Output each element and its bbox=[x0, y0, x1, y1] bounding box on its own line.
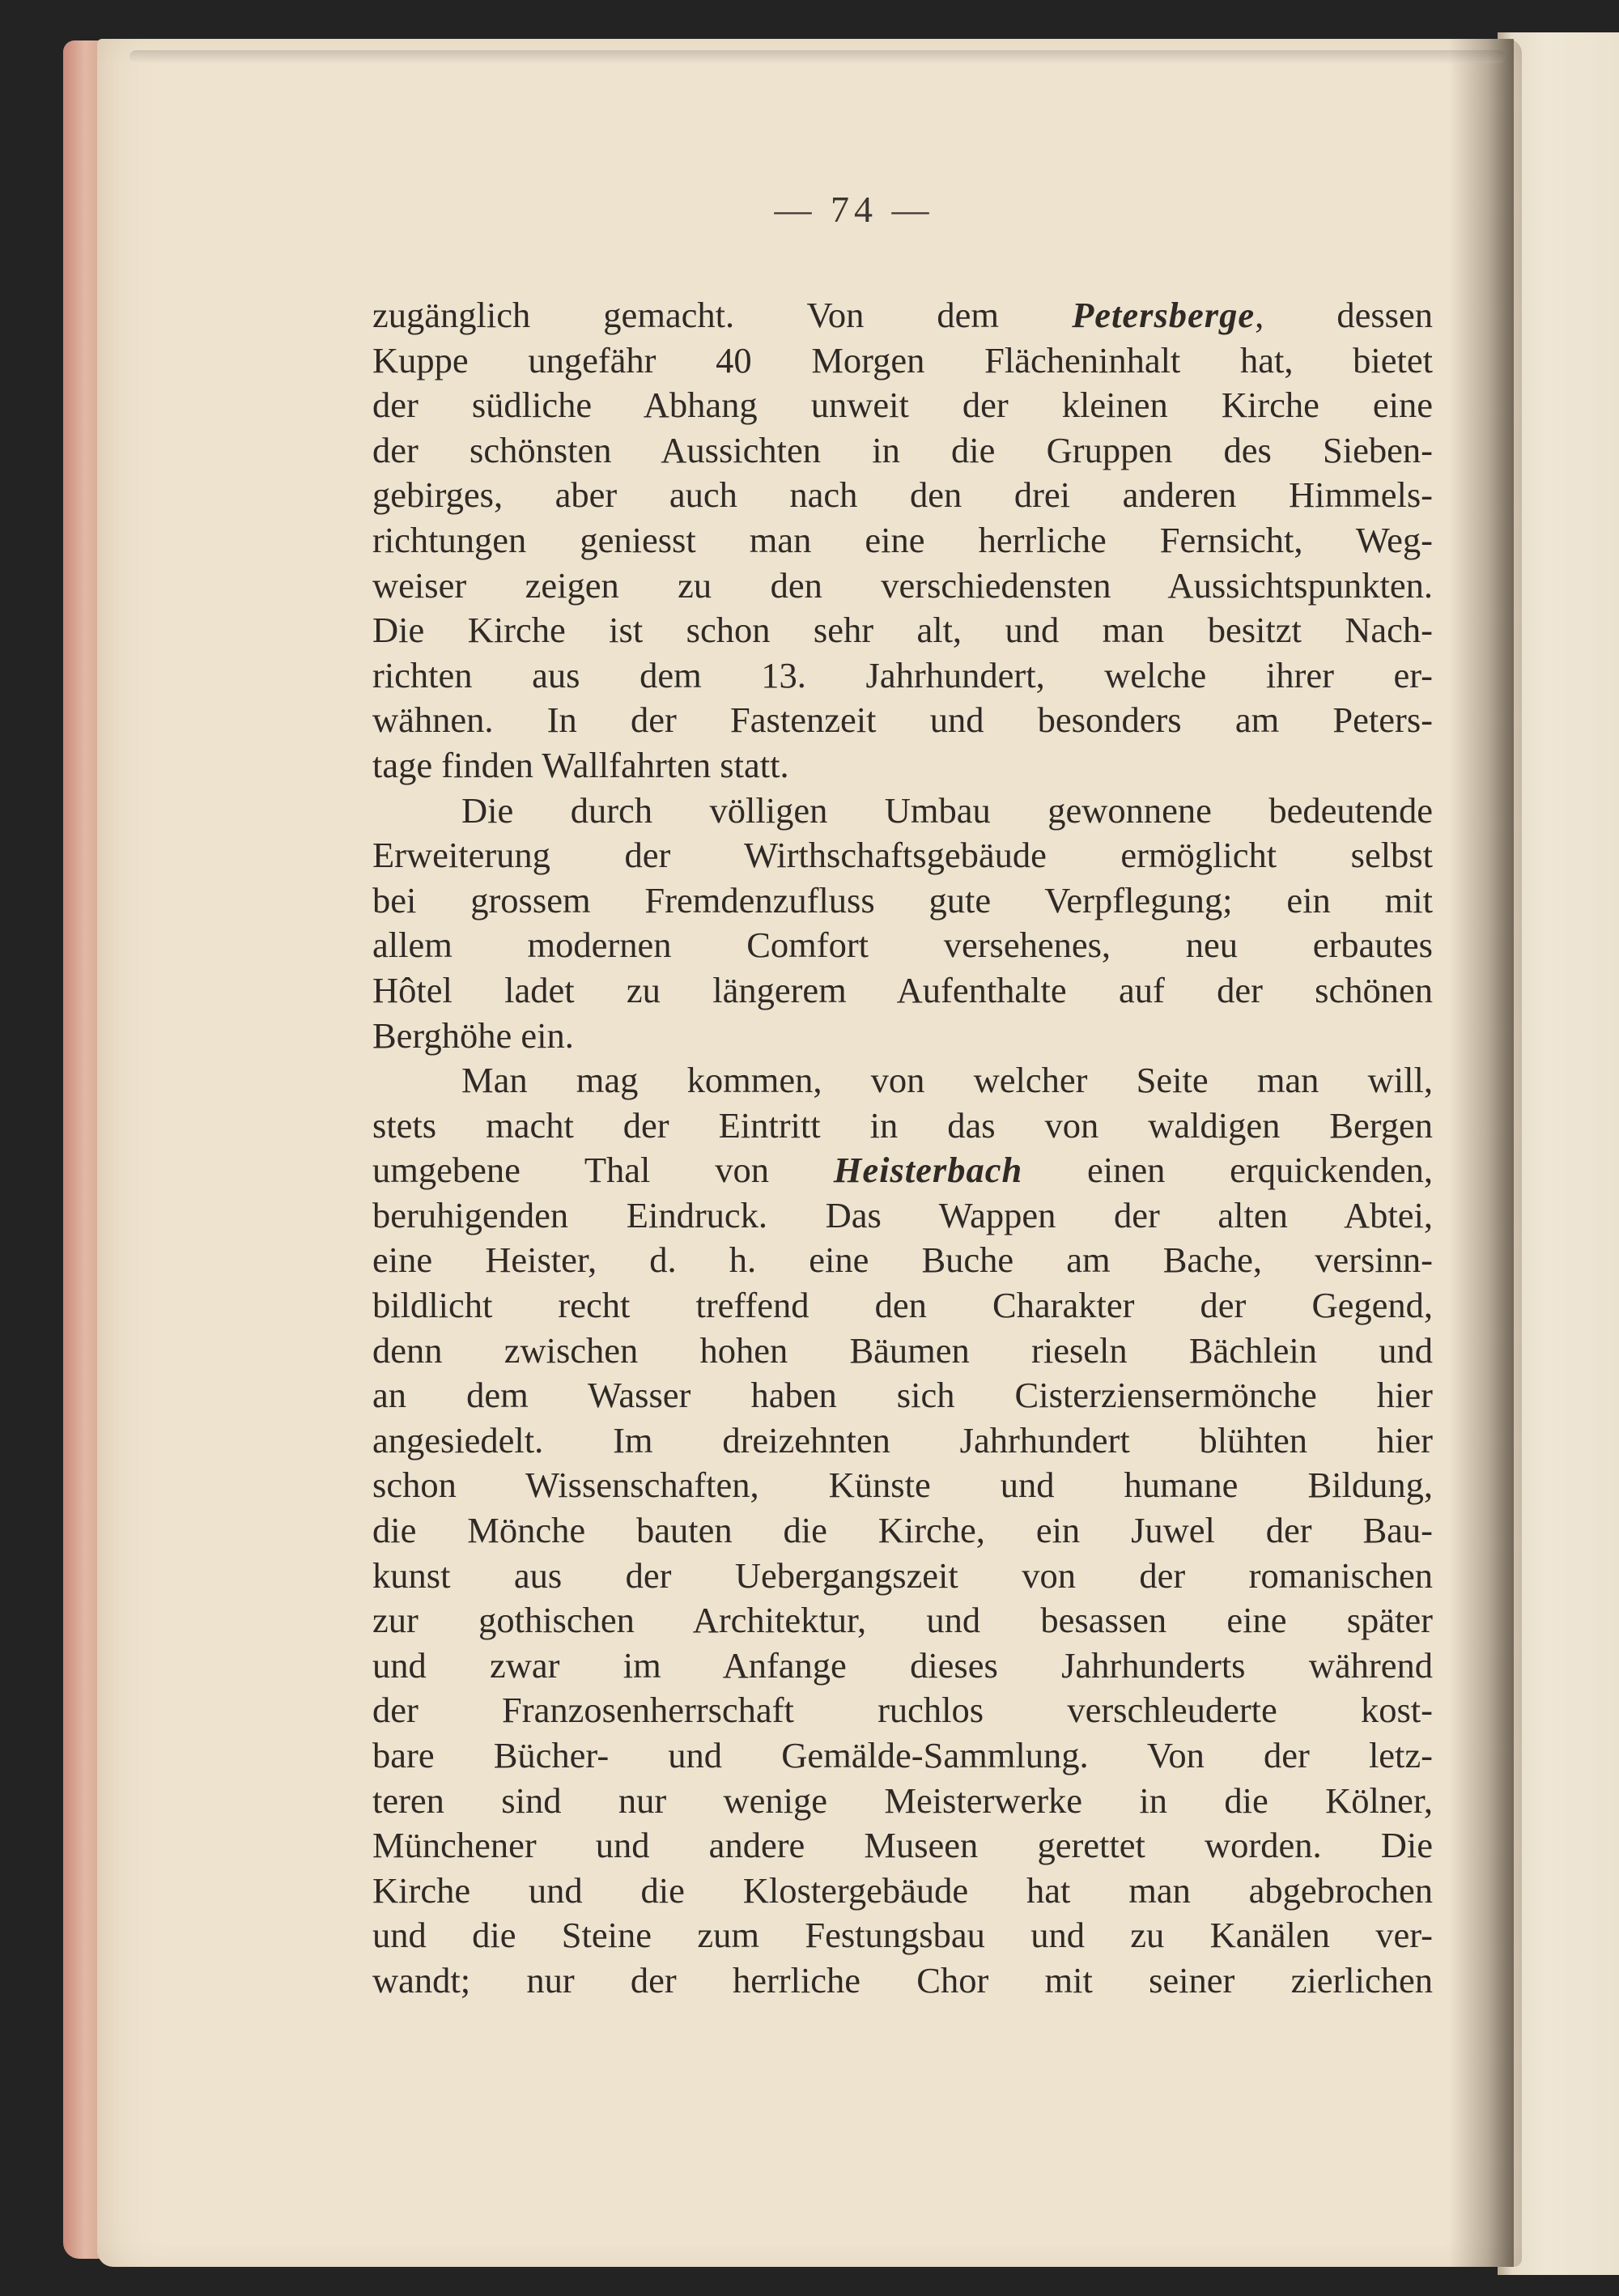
text-line-content: richten aus dem 13. Jahrhundert, welche ihrer er- bbox=[372, 654, 1433, 695]
text-line bbox=[372, 518, 1433, 563]
text-line-content: bildlicht recht treffend den Charakter der Gegend, bbox=[372, 1285, 1433, 1326]
text-line bbox=[372, 293, 1433, 338]
text-line-content: richtungen geniesst man eine herrliche Fernsicht, Weg- bbox=[372, 519, 1433, 560]
text-line-content: weiser zeigen zu den verschiedensten Aussichtspunkten. bbox=[372, 564, 1433, 606]
text-line-content: gebirges, aber auch nach den drei anderen Himmels- bbox=[372, 474, 1433, 516]
text-line-content: Berghöhe ein. bbox=[372, 1014, 574, 1056]
text-line bbox=[372, 1733, 1433, 1779]
body-text bbox=[372, 293, 1433, 2004]
text-line bbox=[372, 1643, 1433, 1689]
text-line bbox=[372, 1283, 1433, 1329]
text-line bbox=[372, 1869, 1433, 1914]
text-line bbox=[372, 1508, 1433, 1554]
text-line bbox=[372, 1193, 1433, 1239]
text-line bbox=[372, 1823, 1433, 1869]
text-line-content: und die Steine zum Festungsbau und zu Kanälen ver- bbox=[372, 1915, 1433, 1956]
text-line-content: eine Heister, d. h. eine Buche am Bache, versinn- bbox=[372, 1239, 1433, 1281]
text-line bbox=[372, 1418, 1433, 1464]
text-line bbox=[372, 1688, 1433, 1733]
text-line bbox=[372, 1238, 1433, 1283]
text-line-content: angesiedelt. Im dreizehnten Jahrhundert blühten hier bbox=[372, 1419, 1433, 1461]
text-line-content: stets macht der Eintritt in das von waldigen Bergen bbox=[372, 1104, 1433, 1146]
text-line bbox=[372, 1103, 1433, 1149]
page-top-strip bbox=[130, 50, 1506, 63]
text-line-content: schon Wissenschaften, Künste und humane Bildung, bbox=[372, 1465, 1433, 1506]
text-line bbox=[372, 833, 1433, 878]
page-number: — 74 — bbox=[774, 189, 934, 230]
text-line bbox=[372, 1598, 1433, 1643]
text-line bbox=[372, 1014, 1433, 1059]
text-line bbox=[372, 923, 1433, 968]
text-line bbox=[372, 563, 1433, 609]
text-line-content: wähnen. In der Fastenzeit und besonders am Peters- bbox=[372, 699, 1433, 741]
text-line bbox=[372, 1779, 1433, 1824]
text-line-content: der Franzosenherrschaft ruchlos verschleuderte kost- bbox=[372, 1690, 1433, 1731]
text-line-content: Die durch völligen Umbau gewonnene bedeutende bbox=[461, 789, 1433, 831]
text-line-content: beruhigenden Eindruck. Das Wappen der alten Abtei, bbox=[372, 1194, 1433, 1235]
text-line-content: kunst aus der Uebergangszeit von der romanischen bbox=[372, 1554, 1433, 1596]
text-line-tail: , dessen bbox=[1255, 295, 1433, 335]
text-line bbox=[372, 1373, 1433, 1418]
text-line bbox=[372, 1463, 1433, 1508]
text-line-content: Man mag kommen, von welcher Seite man will, bbox=[461, 1060, 1433, 1101]
text-line bbox=[372, 428, 1433, 474]
text-line-content: der südliche Abhang unweit der kleinen Kirche eine bbox=[372, 385, 1433, 426]
text-line bbox=[372, 473, 1433, 518]
text-line bbox=[372, 653, 1433, 699]
text-line bbox=[372, 338, 1433, 384]
text-line-content: bare Bücher- und Gemälde-Sammlung. Von der letz- bbox=[372, 1735, 1433, 1775]
text-line bbox=[372, 608, 1433, 653]
text-line-content: wandt; nur der herrliche Chor mit seiner zierlichen bbox=[372, 1959, 1433, 2000]
text-line bbox=[372, 878, 1433, 924]
place-name-italic: Heisterbach bbox=[833, 1150, 1023, 1191]
text-line bbox=[372, 789, 1433, 834]
text-line-content: teren sind nur wenige Meisterwerke in die Kölner, bbox=[372, 1779, 1433, 1821]
text-line bbox=[372, 698, 1433, 743]
text-line-content: zur gothischen Architektur, und besassen eine später bbox=[372, 1600, 1433, 1641]
text-line bbox=[372, 968, 1433, 1014]
text-line-content: allem modernen Comfort versehenes, neu erbautes bbox=[372, 925, 1433, 966]
text-line-content: Kirche und die Klostergebäude hat man abgebrochen bbox=[372, 1869, 1433, 1911]
text-line bbox=[372, 1058, 1433, 1103]
text-line-tail: einen erquickenden, bbox=[1022, 1150, 1433, 1191]
text-line-content: die Mönche bauten die Kirche, ein Juwel der Bau- bbox=[372, 1510, 1433, 1551]
text-line bbox=[372, 1329, 1433, 1374]
text-line-content: Erweiterung der Wirthschaftsgebäude ermöglicht selbst bbox=[372, 835, 1433, 876]
text-line bbox=[372, 383, 1433, 428]
text-line bbox=[372, 1554, 1433, 1599]
text-line-content: denn zwischen hohen Bäumen rieseln Bächlein und bbox=[372, 1329, 1433, 1371]
text-line-content: Die Kirche ist schon sehr alt, und man besitzt Nach- bbox=[372, 610, 1433, 651]
text-line-content: an dem Wasser haben sich Cisterziensermönche hier bbox=[372, 1375, 1433, 1416]
text-line-content: der schönsten Aussichten in die Gruppen des Sieben- bbox=[372, 429, 1433, 470]
text-line bbox=[372, 743, 1433, 789]
text-line-content: umgebene Thal von bbox=[372, 1150, 834, 1191]
text-line bbox=[372, 1148, 1433, 1193]
text-line bbox=[372, 1958, 1433, 2004]
text-line bbox=[372, 1913, 1433, 1958]
text-line-content: Hôtel ladet zu längerem Aufenthalte auf der schönen bbox=[372, 969, 1433, 1010]
text-line-content: bei grossem Fremdenzufluss gute Verpflegung; ein mit bbox=[372, 879, 1433, 921]
text-line-content: Kuppe ungefähr 40 Morgen Flächeninhalt hat, bietet bbox=[372, 339, 1433, 381]
text-line-content: tage finden Wallfahrten statt. bbox=[372, 744, 789, 785]
text-line-content: zugänglich gemacht. Von dem bbox=[372, 295, 1073, 335]
text-line-content: und zwar im Anfange dieses Jahrhunderts während bbox=[372, 1644, 1433, 1686]
place-name-italic: Petersberge bbox=[1072, 295, 1256, 335]
text-line-content: Münchener und andere Museen gerettet worden. Die bbox=[372, 1825, 1433, 1866]
